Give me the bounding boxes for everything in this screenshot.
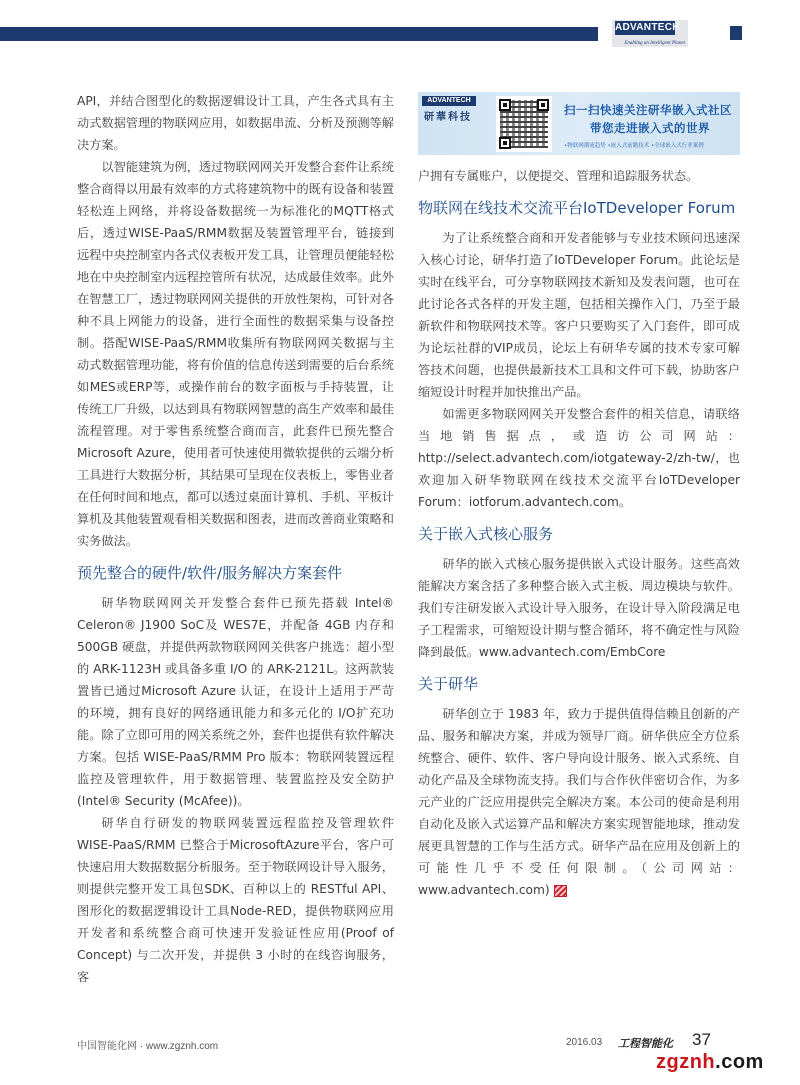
watermark-part: .com [715,1051,764,1073]
paragraph: 为了让系统整合商和开发者能够与专业技术顾问迅速深入核心讨论，研华打造了IoTDeveloper Forum。此论坛是实时在线平台，可分享物联网技术新知及发表问题，也可在此讨论各式各样的开发主题，包括相关操作入门，乃至于最新软件和物联网技术等。客户只要购买了入门套件，即可成为论坛社群的VIP成员，论坛上有研华专属的技术专家可解答技术问题，也提供最新技术工具和文件可下载，协助客户缩短设计时程并加快推出产品。 [418,231,740,399]
banner-logo-cn: 研華科技 [424,112,472,123]
qr-banner-ad [418,92,740,155]
section-heading: 预先整合的硬件/软件/服务解决方案套件 [77,564,343,582]
watermark-part: zgznh [656,1051,716,1073]
qr-finder-mark [499,99,511,111]
section-heading: 关于研华 [418,675,479,693]
footer-site: 中国智能化网 · www.zgznh.com [77,1041,219,1052]
footer-magazine-name: 工程智能化 [618,1037,673,1050]
paragraph-with-end-mark [418,703,740,901]
section-heading: 关于嵌入式核心服务 [418,525,554,543]
banner-headline: 扫一扫快速关注研华嵌入式社区 [564,103,732,117]
paragraph: 如需更多物联网网关开发整合套件的相关信息，请联络当地销售据点，或造访公司网站：http://select.advantech.com/iotgateway-2/zh-tw/，也欢迎加入研华物联网在线技术交流平台IoTDeveloper Forum：iotforum.advantech.com。 [418,407,740,509]
logo-wordmark: ADVANTECH [615,22,680,33]
logo-tagline: Enabling an Intelligent Planet [624,41,685,46]
paragraph: 户拥有专属账户，以便提交、管理和追踪服务状态。 [418,169,699,183]
banner-subheadline: 带您走进嵌入式的世界 [590,121,710,135]
qr-finder-mark [499,137,511,149]
qr-code-icon[interactable] [496,96,552,152]
left-column [77,90,394,988]
header-bar [0,27,598,41]
qr-finder-mark [537,99,549,111]
paragraph: 研华的嵌入式核心服务提供嵌入式设计服务。这些高效能解决方案含括了多种整合嵌入式主板、周边模块与软件。我们专注研发嵌入式设计导入服务，在设计导入阶段满足电子工程需求，可缩短设计期与整合循环，将不确定性与风险降到最低。www.advantech.com/EmbCore [418,557,740,659]
section-heading: 物联网在线技术交流平台IoTDeveloper Forum [418,199,736,217]
paragraph: 研华物联网网关开发整合套件已预先搭载 Intel® Celeron® J1900 SoC及 WES7E，并配备 4GB 内存和 500GB 硬盘，并提供两款物联网网关供客户挑选：超小型的 ARK-1123H 或具备多重 I/O 的 ARK-2121L。这两款装置皆已通过Microsoft Azure 认证，在设计上适用于严苛的环境，拥有良好的网络通讯能力和多元化的 I/O扩充功能。除了立即可用的网关系统之外，套件也提供有软件解决方案。包括 WISE-PaaS/RMM Pro 版本：物联网装置远程监控及管理软件，用于数据管理、装置监控及安全防护 (Intel® Security (McAfee))。 [77,596,394,808]
banner-logo: ADVANTECH [422,96,476,106]
paragraph: 研华自行研发的物联网装置远程监控及管理软件 WISE-PaaS/RMM 已整合于MicrosoftAzure平台，客户可快速启用大数据数据分析服务。至于物联网设计导入服务，则提供完整开发工具包SDK、百种以上的 RESTful API、图形化的数据逻辑设计工具Node-RED，提供物联网应用开发者和系统整合商可快速开发验证性应用(Proof of Concept) 与二次开发，并提供 3 小时的在线咨询服务，客 [77,816,394,984]
header-square-mark [730,26,742,40]
page-number: 37 [692,1030,711,1049]
paragraph: API，并结合图型化的数据逻辑设计工具，产生各式具有主动式数据管理的物联网应用，如数据串流、分析及预测等解决方案。 [77,94,394,152]
banner-tags: •物联网潮流趋势 •嵌入式前瞻技术 •全球嵌入式行业案例 [564,143,704,149]
right-column [418,165,740,901]
paragraph-text: 研华创立于 1983 年，致力于提供值得信赖且创新的产品、服务和解决方案，并成为领导厂商。研华供应全方位系统整合、硬件、软件、客户导向设计服务、嵌入式系统、自动化产品及全球物流支持。我们与合作伙伴密切合作，为多元产业的广泛应用提供完全解决方案。本公司的使命是利用自动化及嵌入式运算产品和解决方案实现智能地球，推动发展更具智慧的工作与生活方式。研华产品在应用及创新上的可能性几乎不受任何限制。（公司网站：www.advantech.com) [418,707,740,897]
article-end-icon [554,885,567,897]
watermark [656,1051,764,1074]
paragraph: 以智能建筑为例，透过物联网网关开发整合套件让系统整合商得以用最有效率的方式将建筑物中的既有设备和装置轻松连上网络，并将设备数据统一为标准化的MQTT格式后，透过WISE-PaaS/RMM数据及装置管理平台，链接到远程中央控制室内各式仪表板开发工具，让管理员便能轻松地在中央控制室内远程控管所有状况，达成最佳效率。此外在智慧工厂，透过物联网网关提供的开放性架构，可针对各种不具上网能力的设备，进行全面性的数据采集与设备控制。搭配WISE-PaaS/RMM收集所有物联网网关数据与主动式数据管理功能，将有价值的信息传送到需要的后台系统如MES或ERP等，或操作前台的数字面板与手持装置，让传统工厂升级，以达到具有物联网智慧的高生产效率和最佳流程管理。对于零售系统整合商而言，此套件已预先整合Microsoft Azure，使用者可快速使用微软提供的云端分析工具进行大数据分析，其结果可呈现在仪表板上，零售业者在任何时间和地点，都可以透过桌面计算机、手机、平板计算机及其他装置观看相关数据和图表，进而改善商业策略和实务做法。 [77,160,394,548]
footer-issue-date: 2016.03 [566,1037,603,1048]
advantech-logo [612,20,688,47]
